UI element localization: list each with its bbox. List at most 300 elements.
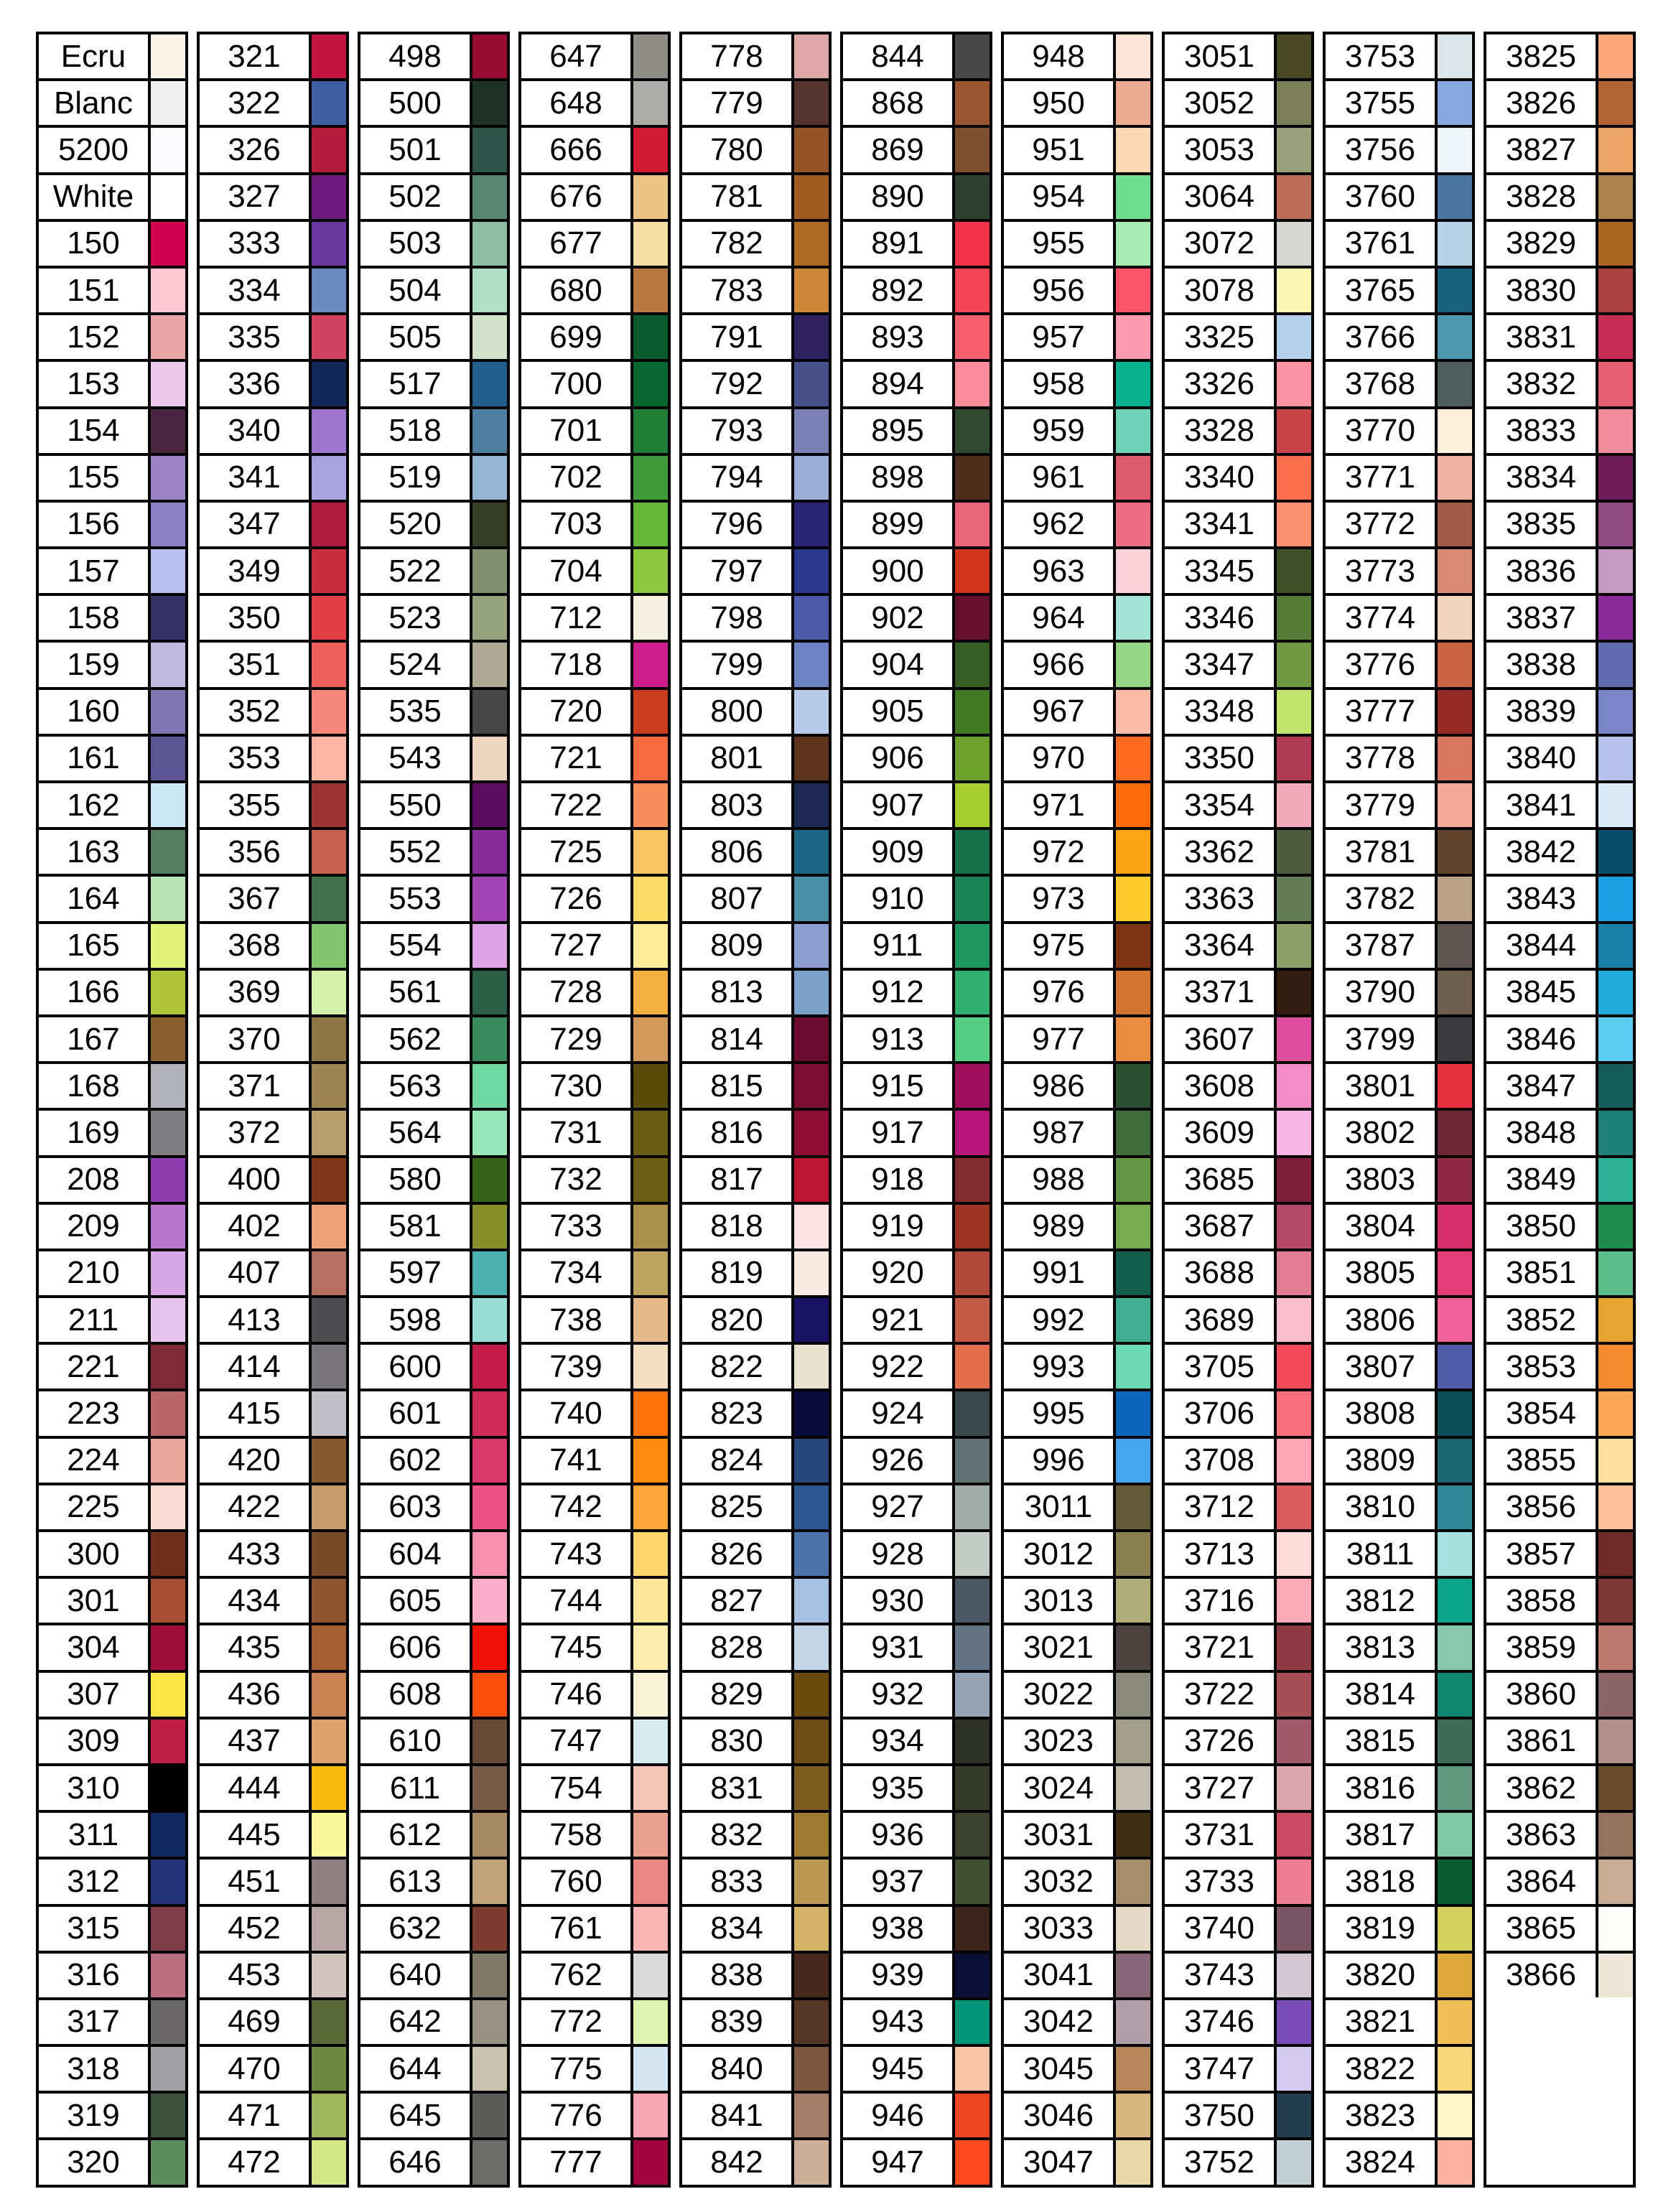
color-code: 3849 (1506, 1162, 1576, 1198)
color-swatch (630, 1485, 668, 1529)
color-swatch (791, 81, 829, 125)
color-code: 3810 (1345, 1489, 1415, 1525)
color-swatch (309, 596, 346, 640)
color-swatch (309, 1345, 346, 1389)
color-code: 738 (549, 1302, 602, 1338)
color-swatch (309, 2000, 346, 2044)
color-code: 370 (228, 1021, 281, 1057)
color-swatch (1113, 1954, 1150, 1997)
color-code: 3608 (1184, 1068, 1254, 1103)
color-swatch (1435, 128, 1472, 172)
color-entry (200, 921, 346, 968)
color-code: 3816 (1345, 1770, 1415, 1806)
color-code: 868 (871, 85, 924, 121)
color-code: 356 (228, 834, 281, 869)
color-code: 700 (549, 365, 602, 401)
color-code: 3862 (1506, 1770, 1576, 1806)
color-code: 727 (549, 928, 602, 963)
color-entry (1165, 1717, 1311, 1763)
color-code: 436 (228, 1676, 281, 1712)
color-code: 972 (1032, 834, 1085, 869)
color-entry (1326, 312, 1472, 359)
color-swatch (1435, 737, 1472, 780)
color-swatch (1113, 783, 1150, 827)
color-swatch (952, 1719, 990, 1763)
color-code: 608 (388, 1676, 442, 1712)
color-swatch (148, 1111, 185, 1154)
color-code: 3340 (1184, 459, 1254, 495)
color-swatch (309, 1719, 346, 1763)
color-entry (843, 1529, 990, 1576)
color-code: 3839 (1506, 694, 1576, 729)
color-code: 912 (871, 974, 924, 1010)
color-swatch (952, 596, 990, 640)
color-code: 326 (228, 131, 281, 167)
color-code: 739 (549, 1348, 602, 1384)
color-swatch (952, 2094, 990, 2137)
color-code: 955 (1032, 225, 1085, 261)
color-swatch (470, 1532, 507, 1576)
color-swatch (952, 2000, 990, 2044)
color-code: 208 (67, 1162, 120, 1198)
color-swatch (1113, 924, 1150, 968)
color-swatch (148, 269, 185, 312)
color-code: 162 (67, 787, 120, 823)
color-entry (1326, 1249, 1472, 1295)
color-swatch (1274, 2047, 1311, 2091)
color-entry (1486, 125, 1633, 172)
color-swatch (1113, 877, 1150, 920)
color-entry (39, 2091, 185, 2137)
color-entry (682, 1108, 829, 1154)
color-swatch (1596, 690, 1633, 734)
color-entry (1165, 1670, 1311, 1717)
color-code: 3864 (1506, 1863, 1576, 1899)
color-swatch (1113, 175, 1150, 219)
color-entry (39, 687, 185, 734)
color-entry (360, 874, 507, 920)
color-entry (39, 1342, 185, 1389)
color-entry (1326, 2044, 1472, 2091)
color-entry (1326, 1014, 1472, 1061)
color-entry (521, 687, 668, 734)
color-swatch (1435, 1485, 1472, 1529)
color-code: 792 (710, 365, 763, 401)
color-entry (360, 1529, 507, 1576)
color-entry (521, 1342, 668, 1389)
color-entry (1486, 1763, 1633, 1810)
color-code: 902 (871, 599, 924, 635)
color-entry (1165, 453, 1311, 500)
color-swatch (791, 409, 829, 453)
color-swatch (1435, 81, 1472, 125)
color-code: 3722 (1184, 1676, 1254, 1712)
color-code: 319 (67, 2097, 120, 2133)
color-code: 517 (388, 365, 442, 401)
color-entry (682, 172, 829, 219)
color-swatch (1274, 1625, 1311, 1669)
color-code: 988 (1032, 1162, 1085, 1198)
color-swatch (1113, 1625, 1150, 1669)
color-swatch (470, 1439, 507, 1483)
color-code: 747 (549, 1723, 602, 1759)
color-code: 372 (228, 1114, 281, 1150)
color-entry (200, 687, 346, 734)
color-entry (682, 968, 829, 1014)
color-entry (200, 874, 346, 920)
color-swatch (1274, 269, 1311, 312)
color-code: 160 (67, 694, 120, 729)
color-entry (521, 1997, 668, 2044)
color-entry (200, 1763, 346, 1810)
color-entry (1004, 172, 1150, 219)
color-entry (1326, 1810, 1472, 1857)
color-entry (1486, 32, 1633, 78)
color-code: 523 (388, 599, 442, 635)
color-entry (521, 1576, 668, 1623)
color-code: 801 (710, 740, 763, 776)
color-entry (521, 1155, 668, 1202)
color-swatch (309, 1205, 346, 1249)
color-entry (200, 1155, 346, 1202)
color-entry (39, 1717, 185, 1763)
color-entry (39, 546, 185, 593)
color-code: 840 (710, 2050, 763, 2086)
color-entry (360, 1389, 507, 1435)
color-code: 3813 (1345, 1629, 1415, 1665)
color-swatch (470, 1298, 507, 1342)
color-entry (1165, 1951, 1311, 1997)
color-entry (39, 640, 185, 686)
color-entry (843, 1061, 990, 1108)
color-entry (521, 1623, 668, 1669)
color-entry (360, 1436, 507, 1483)
color-swatch (309, 1064, 346, 1108)
color-code: 3853 (1506, 1348, 1576, 1384)
color-entry (1486, 1904, 1633, 1951)
color-code: 3808 (1345, 1396, 1415, 1432)
color-swatch (1113, 549, 1150, 593)
color-entry (1165, 593, 1311, 640)
color-entry (1326, 219, 1472, 266)
color-swatch (1435, 222, 1472, 266)
color-swatch (148, 924, 185, 968)
color-entry (521, 1202, 668, 1249)
color-swatch (1274, 2140, 1311, 2184)
color-entry (360, 1904, 507, 1951)
color-code: 3761 (1345, 225, 1415, 261)
color-swatch (1435, 456, 1472, 500)
color-entry (682, 1576, 829, 1623)
color-code: 472 (228, 2145, 281, 2180)
color-entry (843, 1904, 990, 1951)
color-entry (682, 453, 829, 500)
color-entry (1326, 453, 1472, 500)
color-swatch (791, 1017, 829, 1061)
color-swatch (1596, 830, 1633, 874)
color-entry (1004, 125, 1150, 172)
color-entry (843, 827, 990, 874)
color-entry (682, 1155, 829, 1202)
color-entry (1165, 1295, 1311, 1342)
color-code: 891 (871, 225, 924, 261)
color-entry (1004, 1623, 1150, 1669)
color-swatch (1435, 1298, 1472, 1342)
color-entry (682, 1810, 829, 1857)
color-swatch (309, 128, 346, 172)
color-entry (1165, 546, 1311, 593)
color-entry (843, 172, 990, 219)
color-swatch (1596, 1813, 1633, 1857)
color-code: 924 (871, 1396, 924, 1432)
color-code: 3777 (1345, 694, 1415, 729)
color-code: 3833 (1506, 413, 1576, 449)
color-entry (1165, 172, 1311, 219)
color-swatch (1113, 1673, 1150, 1717)
color-code: 640 (388, 1957, 442, 1993)
color-code: 505 (388, 319, 442, 355)
color-entry (843, 1810, 990, 1857)
color-entry (360, 1763, 507, 1810)
color-entry (1004, 1810, 1150, 1857)
color-code: 333 (228, 225, 281, 261)
color-entry (39, 780, 185, 827)
color-entry (200, 453, 346, 500)
color-code: 3809 (1345, 1442, 1415, 1478)
color-swatch (952, 409, 990, 453)
color-entry (843, 874, 990, 920)
color-code: 355 (228, 787, 281, 823)
color-swatch (1274, 1579, 1311, 1623)
color-swatch (309, 1673, 346, 1717)
color-entry (1165, 1904, 1311, 1951)
color-swatch (791, 783, 829, 827)
color-swatch (148, 690, 185, 734)
color-entry (682, 1014, 829, 1061)
color-code: 501 (388, 131, 442, 167)
color-code: 580 (388, 1162, 442, 1198)
color-swatch (1435, 783, 1472, 827)
color-entry (360, 125, 507, 172)
color-entry (39, 1763, 185, 1810)
color-entry (843, 1389, 990, 1435)
color-entry (360, 32, 507, 78)
color-swatch (1113, 81, 1150, 125)
color-code: 742 (549, 1489, 602, 1525)
color-entry (682, 1857, 829, 1903)
color-swatch (1596, 269, 1633, 312)
color-swatch (791, 1719, 829, 1763)
color-code: 3861 (1506, 1723, 1576, 1759)
color-swatch (309, 315, 346, 359)
color-code: 452 (228, 1910, 281, 1946)
color-swatch (148, 1064, 185, 1108)
color-swatch (1596, 175, 1633, 219)
color-code: 823 (710, 1396, 763, 1432)
color-swatch (1435, 924, 1472, 968)
color-swatch (1435, 1439, 1472, 1483)
color-swatch (791, 34, 829, 78)
color-code: 155 (67, 459, 120, 495)
color-code: 3806 (1345, 1302, 1415, 1338)
color-entry (843, 1717, 990, 1763)
color-code: 3685 (1184, 1162, 1254, 1198)
color-code: 444 (228, 1770, 281, 1806)
color-entry (1486, 921, 1633, 968)
color-swatch (1435, 1859, 1472, 1903)
color-code: Blanc (53, 85, 134, 121)
color-entry (200, 1576, 346, 1623)
color-swatch (1113, 34, 1150, 78)
color-code: 895 (871, 413, 924, 449)
color-swatch (952, 175, 990, 219)
color-code: 153 (67, 365, 120, 401)
color-entry (1486, 1249, 1633, 1295)
color-code: 3051 (1184, 38, 1254, 74)
color-swatch (148, 783, 185, 827)
color-code: 832 (710, 1816, 763, 1852)
color-swatch (1113, 456, 1150, 500)
color-swatch (148, 1532, 185, 1576)
color-swatch (1274, 456, 1311, 500)
color-code: 815 (710, 1068, 763, 1103)
color-swatch (148, 643, 185, 686)
color-entry (1326, 1763, 1472, 1810)
color-entry (682, 1249, 829, 1295)
color-entry (1004, 734, 1150, 780)
color-code: 336 (228, 365, 281, 401)
color-entry (200, 968, 346, 1014)
color-entry (682, 780, 829, 827)
color-code: 800 (710, 694, 763, 729)
color-code: 992 (1032, 1302, 1085, 1338)
color-code: 948 (1032, 38, 1085, 74)
color-code: 776 (549, 2097, 602, 2133)
color-swatch (1596, 1251, 1633, 1295)
color-code: 3843 (1506, 880, 1576, 916)
color-code: 5200 (58, 131, 129, 167)
color-swatch (309, 1813, 346, 1857)
color-entry (39, 1108, 185, 1154)
color-entry (1486, 780, 1633, 827)
color-code: 918 (871, 1162, 924, 1198)
color-swatch (1274, 1111, 1311, 1154)
color-code: 321 (228, 38, 281, 74)
color-swatch (1435, 2000, 1472, 2044)
color-swatch (1113, 1205, 1150, 1249)
color-entry (521, 546, 668, 593)
color-entry (682, 1951, 829, 1997)
color-swatch (309, 1251, 346, 1295)
color-entry (682, 1904, 829, 1951)
color-swatch (791, 128, 829, 172)
color-swatch (1435, 2140, 1472, 2184)
color-swatch (630, 783, 668, 827)
color-code: 503 (388, 225, 442, 261)
color-entry (200, 1202, 346, 1249)
color-swatch (148, 1673, 185, 1717)
color-swatch (1596, 1954, 1633, 1997)
color-swatch (148, 409, 185, 453)
color-entry (39, 1529, 185, 1576)
color-entry (1165, 1997, 1311, 2044)
color-entry (521, 406, 668, 453)
color-entry (1004, 2044, 1150, 2091)
color-swatch (1435, 2094, 1472, 2137)
color-swatch (470, 2094, 507, 2137)
color-swatch (952, 1017, 990, 1061)
color-entry (1165, 1249, 1311, 1295)
color-code: 906 (871, 740, 924, 776)
color-code: 986 (1032, 1068, 1085, 1103)
color-code: 732 (549, 1162, 602, 1198)
color-swatch (1596, 549, 1633, 593)
color-swatch (309, 971, 346, 1014)
color-code: 3790 (1345, 974, 1415, 1010)
color-entry (521, 1483, 668, 1529)
color-code: 772 (549, 2004, 602, 2040)
color-code: 898 (871, 459, 924, 495)
color-swatch (952, 222, 990, 266)
color-code: 894 (871, 365, 924, 401)
color-code: 919 (871, 1208, 924, 1244)
color-swatch (1435, 1673, 1472, 1717)
color-swatch (1113, 2140, 1150, 2184)
color-swatch (1435, 549, 1472, 593)
color-entry (39, 1389, 185, 1435)
color-code: 793 (710, 413, 763, 449)
color-code: 603 (388, 1489, 442, 1525)
color-swatch (1435, 971, 1472, 1014)
color-code: 3848 (1506, 1114, 1576, 1150)
color-entry (682, 2137, 829, 2184)
color-code: 561 (388, 974, 442, 1010)
color-swatch (470, 1813, 507, 1857)
color-code: 740 (549, 1396, 602, 1432)
color-code: 225 (67, 1489, 120, 1525)
color-entry (682, 1670, 829, 1717)
color-code: 3863 (1506, 1816, 1576, 1852)
color-code: 945 (871, 2050, 924, 2086)
color-swatch (952, 737, 990, 780)
color-code: 3740 (1184, 1910, 1254, 1946)
color-swatch (791, 175, 829, 219)
color-code: 699 (549, 319, 602, 355)
color-entry (39, 1576, 185, 1623)
color-code: 3836 (1506, 553, 1576, 589)
color-swatch (1274, 1158, 1311, 1202)
color-code: 3011 (1024, 1489, 1093, 1525)
color-swatch (309, 1625, 346, 1669)
color-code: 730 (549, 1068, 602, 1103)
color-swatch (309, 456, 346, 500)
color-code: 3814 (1345, 1676, 1415, 1712)
color-entry (360, 172, 507, 219)
color-swatch (1113, 1158, 1150, 1202)
color-entry (1486, 172, 1633, 219)
color-swatch (470, 1158, 507, 1202)
color-code: 3820 (1345, 1957, 1415, 1993)
color-entry (360, 1108, 507, 1154)
color-entry (682, 640, 829, 686)
color-swatch (309, 269, 346, 312)
color-swatch (630, 830, 668, 874)
color-entry (1326, 32, 1472, 78)
color-swatch (148, 1907, 185, 1951)
color-entry (360, 312, 507, 359)
color-code: 316 (67, 1957, 120, 1993)
color-entry (39, 1951, 185, 1997)
